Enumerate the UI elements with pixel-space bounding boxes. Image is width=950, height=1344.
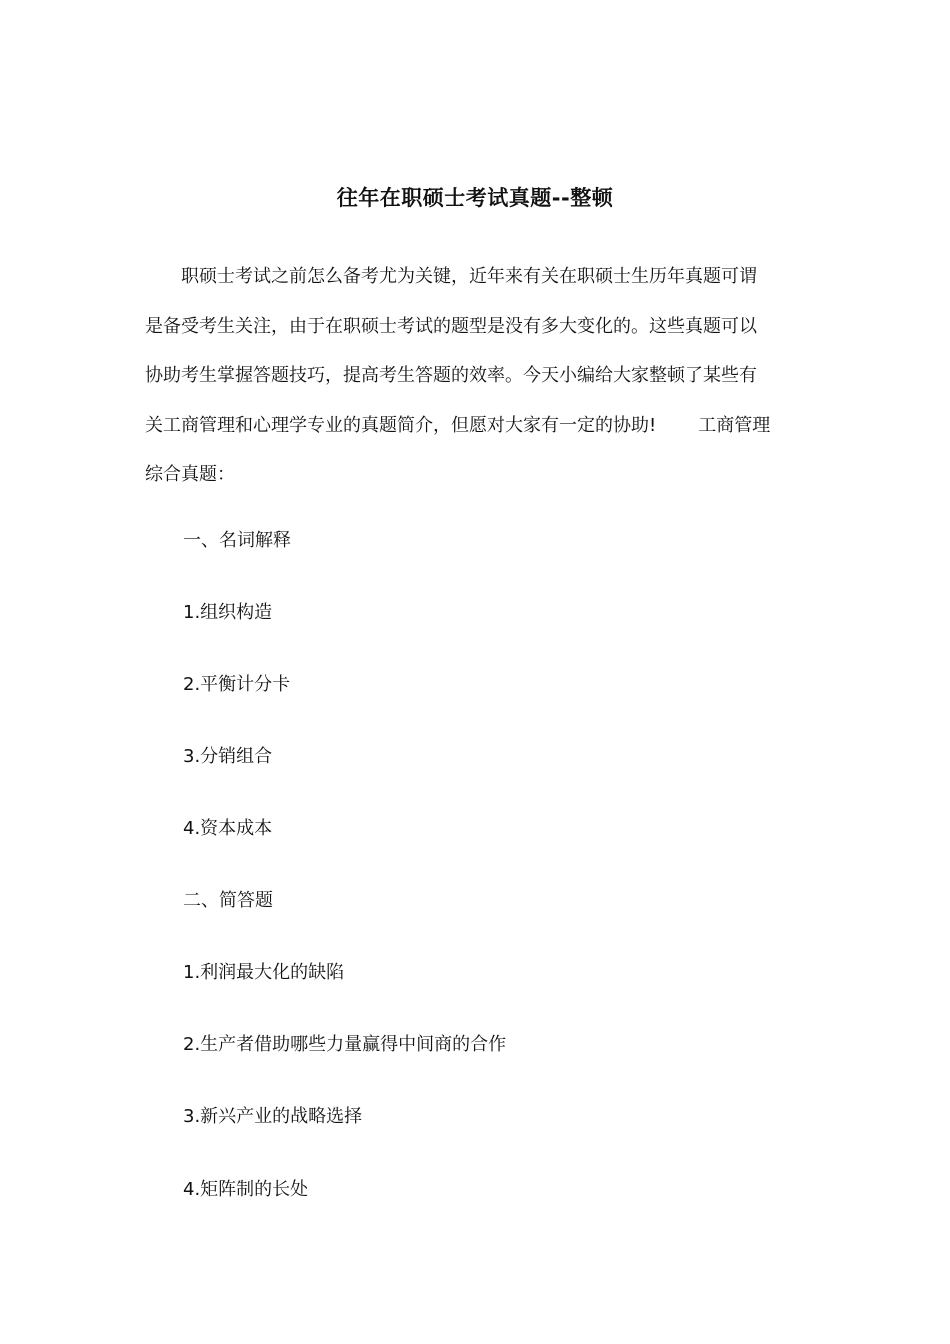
list-item: 1.利润最大化的缺陷 bbox=[183, 962, 345, 983]
list-item: 3.分销组合 bbox=[183, 746, 273, 767]
intro-tail-text: 工商管理 bbox=[698, 414, 771, 436]
section-heading-terms: 一、名词解释 bbox=[183, 530, 291, 551]
list-item: 1.组织构造 bbox=[183, 602, 273, 623]
list-item: 4.资本成本 bbox=[183, 818, 273, 839]
intro-line-text: 关工商管理和心理学专业的真题简介，但愿对大家有一定的协助! bbox=[145, 414, 657, 436]
list-item: 2.平衡计分卡 bbox=[183, 674, 291, 695]
list-item: 2.生产者借助哪些力量赢得中间商的合作 bbox=[183, 1034, 507, 1055]
intro-line-with-tail bbox=[145, 401, 810, 451]
intro-paragraph bbox=[145, 252, 810, 500]
intro-line: 协助考生掌握答题技巧，提高考生答题的效率。今天小编给大家整顿了某些有 bbox=[145, 365, 757, 386]
intro-line: 是备受考生关注，由于在职硕士考试的题型是没有多大变化的。这些真题可以 bbox=[145, 315, 757, 337]
intro-line: 职硕士考试之前怎么备考尤为关键，近年来有关在职硕士生历年真题可谓 bbox=[181, 266, 757, 287]
intro-line: 综合真题： bbox=[145, 464, 235, 485]
document-title: 往年在职硕士考试真题--整顿 bbox=[336, 186, 614, 210]
list-item: 4.矩阵制的长处 bbox=[183, 1179, 309, 1200]
section-heading-short-answer: 二、简答题 bbox=[183, 890, 273, 911]
list-item: 3.新兴产业的战略选择 bbox=[183, 1106, 363, 1127]
